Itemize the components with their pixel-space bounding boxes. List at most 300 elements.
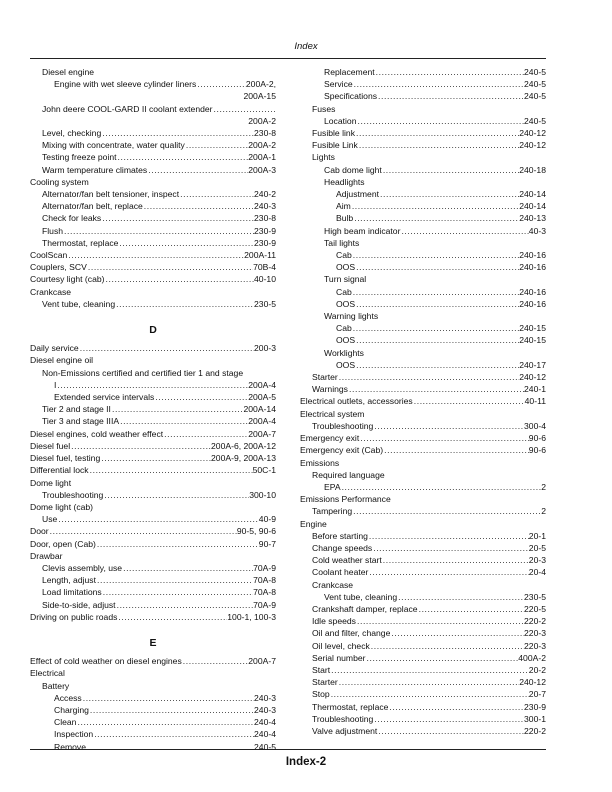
- index-entry-term: Location: [324, 115, 357, 126]
- index-entry-term: Headlights: [324, 176, 365, 187]
- index-entry-term: Specifications: [324, 91, 378, 102]
- dot-leader: [400, 225, 528, 237]
- index-entry-term: Coolant heater: [312, 567, 369, 578]
- index-entry: [300, 701, 546, 713]
- dot-leader: [49, 525, 237, 537]
- index-entry-page[interactable]: 20-3: [528, 555, 546, 566]
- index-entry-term: Non-Emissions certified and certified tier 1 and stage: [42, 367, 244, 378]
- index-entry-term: Diesel fuel, testing: [30, 453, 101, 464]
- index-entry-term: Extended service intervals: [54, 392, 155, 403]
- index-entry: [30, 440, 276, 452]
- index-entry-page[interactable]: 40-3: [528, 225, 546, 236]
- index-entry-term: Side-to-side, adjust: [42, 599, 116, 610]
- dot-leader: [358, 139, 519, 151]
- index-entry-term: Emergency exit: [300, 433, 360, 444]
- index-entry-page[interactable]: 220-2: [524, 725, 546, 736]
- index-entry: [300, 505, 546, 517]
- index-entry-page[interactable]: 240-12: [519, 372, 546, 383]
- dot-leader: [418, 603, 524, 615]
- index-entry-term: Engine: [300, 518, 327, 529]
- index-entry: [30, 103, 276, 115]
- index-entry: [300, 615, 546, 627]
- index-entry-term: Cooling system: [30, 176, 89, 187]
- index-entry-term: Emissions Performance: [300, 494, 391, 505]
- index-entry: [300, 713, 546, 725]
- index-entry-page[interactable]: 240-16: [519, 298, 546, 309]
- index-entry-page[interactable]: 20-1: [528, 530, 546, 541]
- index-entry-term: Courtesy light (cab): [30, 274, 105, 285]
- index-entry: [30, 139, 276, 151]
- index-entry: [30, 273, 276, 285]
- dot-leader: [355, 298, 519, 310]
- index-entry-page[interactable]: 240-5: [524, 79, 546, 90]
- index-entry-term: Start: [312, 664, 331, 675]
- dot-leader: [100, 452, 211, 464]
- index-entry-page[interactable]: 20-5: [528, 542, 546, 553]
- index-entry-page[interactable]: 50C-1: [252, 465, 276, 476]
- index-entry-term: Check for leaks: [42, 213, 102, 224]
- index-entry: [30, 249, 276, 261]
- index-entry-page[interactable]: 2: [541, 506, 546, 517]
- index-entry-page[interactable]: 220-3: [524, 640, 546, 651]
- index-entry-page[interactable]: 70A-9: [253, 599, 276, 610]
- index-column-right: [300, 66, 546, 737]
- index-entry-term: Length, adjust: [42, 575, 96, 586]
- index-entry: [30, 212, 276, 224]
- index-entry: [30, 428, 276, 440]
- dot-leader: [105, 273, 255, 285]
- dot-leader: [352, 505, 541, 517]
- index-entry-term: Starter: [312, 677, 338, 688]
- index-entry: [300, 652, 546, 664]
- index-entry-page[interactable]: 240-13: [519, 213, 546, 224]
- index-entry-page[interactable]: 200A-4: [248, 416, 276, 427]
- index-entry-page[interactable]: 230-9: [524, 701, 546, 712]
- index-entry-term: Emergency exit (Cab): [300, 445, 384, 456]
- index-entry: [300, 383, 546, 395]
- index-entry-page[interactable]: 240-2: [254, 189, 276, 200]
- dot-leader: [179, 188, 254, 200]
- dot-leader: [366, 652, 519, 664]
- index-entry-page[interactable]: 240-1: [524, 384, 546, 395]
- index-entry-page[interactable]: 240-15: [519, 323, 546, 334]
- index-entry-page[interactable]: 240-12: [519, 128, 546, 139]
- index-entry: [300, 444, 546, 456]
- index-entry: [300, 518, 546, 530]
- index-entry-term: High beam indicator: [324, 225, 401, 236]
- index-entry: [30, 176, 276, 188]
- index-entry-page[interactable]: 240-16: [519, 286, 546, 297]
- index-entry-page[interactable]: 200A-9, 200A-13: [211, 453, 276, 464]
- index-entry-page[interactable]: 2: [541, 481, 546, 492]
- index-entry-term: Required language: [312, 469, 385, 480]
- index-entry-term: John deere COOL-GARD II coolant extender: [42, 103, 213, 114]
- dot-leader: [57, 513, 259, 525]
- index-entry: [300, 579, 546, 591]
- index-entry-page[interactable]: 200A-4: [248, 379, 276, 390]
- index-entry: [30, 667, 276, 679]
- index-entry-page[interactable]: 240-15: [519, 335, 546, 346]
- dot-leader: [56, 379, 248, 391]
- dot-leader: [370, 640, 524, 652]
- index-entry: [30, 477, 276, 489]
- dot-leader: [93, 728, 254, 740]
- dot-leader: [101, 212, 254, 224]
- index-entry-term: Troubleshooting: [42, 489, 104, 500]
- index-entry: [300, 591, 546, 603]
- index-entry-page[interactable]: 240-16: [519, 262, 546, 273]
- dot-leader: [382, 164, 519, 176]
- index-entry: [30, 200, 276, 212]
- index-entry-term: Inspection: [54, 729, 94, 740]
- index-entry: [30, 151, 276, 163]
- index-entry-page[interactable]: 240-16: [519, 250, 546, 261]
- index-entry-term: Thermostat, replace: [42, 237, 119, 248]
- dot-leader: [122, 562, 253, 574]
- index-entry-page[interactable]: 300-1: [524, 713, 546, 724]
- index-entry-page[interactable]: 240-3: [254, 704, 276, 715]
- index-entry: [30, 261, 276, 273]
- index-entry: [30, 66, 276, 78]
- dot-leader: [196, 78, 246, 90]
- index-entry-term: Troubleshooting: [312, 713, 374, 724]
- index-entry-term: Emissions: [300, 457, 340, 468]
- index-entry-term: Cold weather start: [312, 555, 382, 566]
- index-entry: [300, 493, 546, 505]
- index-entry-term: Vent tube, cleaning: [42, 298, 116, 309]
- index-entry: [30, 728, 276, 740]
- index-entry-page[interactable]: 200A-3: [248, 164, 276, 175]
- index-entry-page[interactable]: 240-5: [524, 91, 546, 102]
- index-entry-term: Differential lock: [30, 465, 89, 476]
- index-entry-page[interactable]: 240-12: [519, 140, 546, 151]
- index-entry: [30, 298, 276, 310]
- dot-leader: [86, 741, 254, 753]
- index-entry-term: I: [54, 379, 57, 390]
- index-entry-page[interactable]: 240-14: [519, 189, 546, 200]
- dot-leader: [356, 615, 524, 627]
- index-entry: [300, 200, 546, 212]
- index-entry-term: Vent tube, cleaning: [324, 591, 398, 602]
- dot-leader: [353, 78, 524, 90]
- index-entry-page[interactable]: 200A-1: [248, 152, 276, 163]
- dot-leader: [352, 286, 519, 298]
- index-entry-page[interactable]: 240-3: [254, 692, 276, 703]
- index-entry: [300, 603, 546, 615]
- index-entry-term: Warnings: [312, 384, 348, 395]
- index-entry-term: Warning lights: [324, 311, 379, 322]
- index-entry: [300, 481, 546, 493]
- dot-leader: [213, 103, 276, 115]
- index-entry-term: Fusible link: [312, 128, 355, 139]
- index-entry-page[interactable]: 70A-8: [253, 575, 276, 586]
- index-entry-page[interactable]: 240-18: [519, 164, 546, 175]
- index-entry-term: Idle speeds: [312, 616, 356, 627]
- index-entry: [30, 127, 276, 139]
- index-entry-term: Crankcase: [30, 286, 72, 297]
- section-letter: D: [149, 324, 157, 337]
- index-entry: [300, 188, 546, 200]
- index-entry: [30, 225, 276, 237]
- dot-leader: [368, 530, 529, 542]
- index-entry: [300, 78, 546, 90]
- index-entry-page[interactable]: 90-6: [528, 433, 546, 444]
- dot-leader: [87, 261, 253, 273]
- index-entry-term: Serial number: [312, 652, 366, 663]
- index-entry-page[interactable]: 20-4: [528, 567, 546, 578]
- index-entry-page[interactable]: 200A-14: [243, 404, 276, 415]
- index-entry-page[interactable]: 90-5, 90-6: [236, 526, 276, 537]
- index-entry: [30, 611, 276, 623]
- index-entry-page[interactable]: 240-5: [254, 741, 276, 752]
- index-entry-term: Tier 2 and stage II: [42, 404, 111, 415]
- index-entry-term: Battery: [42, 680, 70, 691]
- index-entry: [300, 249, 546, 261]
- index-entry: [300, 310, 546, 322]
- index-entry-term: Adjustment: [336, 189, 379, 200]
- index-entry: [300, 408, 546, 420]
- index-entry-page[interactable]: 230-9: [254, 225, 276, 236]
- index-entry: [300, 334, 546, 346]
- index-entry-page[interactable]: 230-5: [254, 298, 276, 309]
- index-entry-term: Crankshaft damper, replace: [312, 603, 418, 614]
- index-entry-term: Dome light (cab): [30, 501, 94, 512]
- index-entry-page[interactable]: 20-2: [528, 664, 546, 675]
- dot-leader: [352, 322, 519, 334]
- index-entry: [300, 176, 546, 188]
- index-entry-page[interactable]: 240-5: [524, 115, 546, 126]
- index-entry-page[interactable]: 300-10: [249, 489, 276, 500]
- index-entry-page[interactable]: 230-8: [254, 128, 276, 139]
- dot-leader: [351, 200, 519, 212]
- index-entry: [30, 188, 276, 200]
- index-entry-page[interactable]: 200A-11: [244, 250, 276, 261]
- dot-leader: [143, 200, 254, 212]
- index-entry: [30, 379, 276, 391]
- index-entry: [30, 354, 276, 366]
- dot-leader: [377, 725, 524, 737]
- index-entry: [30, 716, 276, 728]
- index-entry-term: Crankcase: [312, 579, 354, 590]
- index-entry-page[interactable]: 70A-9: [253, 562, 276, 573]
- index-entry-term: Oil level, check: [312, 640, 370, 651]
- index-entry: [300, 554, 546, 566]
- index-entry-page[interactable]: 230-9: [254, 237, 276, 248]
- index-entry-page[interactable]: 200A-5: [248, 392, 276, 403]
- index-entry-page[interactable]: 220-5: [524, 603, 546, 614]
- index-entry-term: Diesel engine oil: [30, 355, 94, 366]
- index-entry: [30, 513, 276, 525]
- dot-leader: [353, 212, 519, 224]
- dot-leader: [397, 591, 524, 603]
- index-entry-page[interactable]: 100-1, 100-3: [227, 611, 276, 622]
- index-entry-page[interactable]: 200A-2,: [245, 79, 276, 90]
- index-entry: [30, 586, 276, 598]
- index-entry-term: Remove: [54, 741, 86, 752]
- index-entry-term: Service: [324, 79, 353, 90]
- index-entry-term: Fuses: [312, 103, 336, 114]
- index-entry: [30, 501, 276, 513]
- dot-leader: [103, 489, 249, 501]
- index-entry-term: Valve adjustment: [312, 725, 378, 736]
- index-entry-term: Use: [42, 514, 58, 525]
- index-entry-term: EPA: [324, 481, 341, 492]
- index-entry-page[interactable]: 70A-8: [253, 587, 276, 598]
- index-entry: [300, 725, 546, 737]
- index-entry-term: Oil and filter, change: [312, 628, 391, 639]
- index-entry-term: Driving on public roads: [30, 611, 118, 622]
- index-entry-term: Electrical outlets, accessories: [300, 396, 413, 407]
- index-entry-page[interactable]: 300-4: [524, 420, 546, 431]
- dot-leader: [379, 188, 519, 200]
- dot-leader: [89, 704, 254, 716]
- index-entry: [300, 322, 546, 334]
- index-entry-page[interactable]: 200-3: [254, 343, 276, 354]
- dot-leader: [359, 432, 529, 444]
- index-entry: [300, 457, 546, 469]
- index-entry-term: Alternator/fan belt tensioner, inspect: [42, 189, 180, 200]
- index-entry-page[interactable]: 240-12: [519, 677, 546, 688]
- index-entry-term: Before starting: [312, 530, 368, 541]
- index-entry-page[interactable]: 230-8: [254, 213, 276, 224]
- index-entry: [30, 574, 276, 586]
- index-entry-term: Couplers, SCV: [30, 262, 87, 273]
- index-entry: [30, 78, 276, 90]
- index-entry: [30, 704, 276, 716]
- index-entry-page[interactable]: 200A-2: [248, 140, 276, 151]
- index-entry-term: Cab: [336, 323, 352, 334]
- index-entry-page[interactable]: 40-11: [524, 396, 546, 407]
- index-entry: [300, 298, 546, 310]
- index-entry: [30, 164, 276, 176]
- index-entry: [30, 741, 276, 753]
- index-entry-term: Diesel engines, cold weather effect: [30, 428, 164, 439]
- index-page-ref-continued: 200A-15: [243, 91, 276, 102]
- dot-leader: [102, 586, 253, 598]
- dot-leader: [116, 599, 253, 611]
- index-entry: [300, 566, 546, 578]
- index-entry-term: Level, checking: [42, 128, 102, 139]
- dot-leader: [117, 611, 227, 623]
- index-entry: [300, 139, 546, 151]
- index-entry-term: Daily service: [30, 343, 79, 354]
- dot-leader: [89, 464, 253, 476]
- index-entry: [300, 225, 546, 237]
- index-entry-page[interactable]: 240-14: [519, 201, 546, 212]
- index-entry-page[interactable]: 220-3: [524, 628, 546, 639]
- index-entry-page[interactable]: 240-3: [254, 201, 276, 212]
- dot-leader: [163, 428, 248, 440]
- dot-leader: [147, 164, 248, 176]
- index-entry-page[interactable]: 240-4: [254, 729, 276, 740]
- dot-leader: [368, 566, 528, 578]
- dot-leader: [118, 237, 254, 249]
- index-entry-term: OOS: [336, 298, 356, 309]
- index-entry-term: Drawbar: [30, 550, 63, 561]
- index-entry-page[interactable]: 40-9: [258, 514, 276, 525]
- index-entry-page[interactable]: 200A-6, 200A-12: [211, 440, 276, 451]
- index-entry: [300, 371, 546, 383]
- dot-leader: [67, 249, 244, 261]
- index-entry: [300, 542, 546, 554]
- index-entry: [300, 212, 546, 224]
- index-entry-term: CoolScan: [30, 250, 68, 261]
- index-entry-term: Alternator/fan belt, replace: [42, 201, 143, 212]
- index-entry: [30, 415, 276, 427]
- index-entry-term: Cab dome light: [324, 164, 382, 175]
- section-letter: E: [149, 636, 157, 649]
- index-entry-term: Stop: [312, 689, 330, 700]
- dot-leader: [338, 371, 519, 383]
- index-entry-page[interactable]: 230-5: [524, 591, 546, 602]
- index-entry-page[interactable]: 90-6: [528, 445, 546, 456]
- dot-leader: [383, 444, 529, 456]
- index-entry-page[interactable]: 240-17: [519, 359, 546, 370]
- index-entry-term: Diesel engine: [42, 67, 95, 77]
- index-entry-term: Door: [30, 526, 49, 537]
- index-entry-term: Electrical system: [300, 408, 365, 419]
- index-entry-page[interactable]: 20-7: [528, 689, 546, 700]
- dot-leader: [330, 664, 529, 676]
- index-entry-page[interactable]: 90-7: [258, 538, 276, 549]
- footer-rule: [30, 749, 546, 750]
- index-entry-page[interactable]: 200A-7: [248, 656, 276, 667]
- index-entry-term: Troubleshooting: [312, 420, 374, 431]
- index-entry-term: OOS: [336, 359, 356, 370]
- index-entry: [300, 273, 546, 285]
- index-entry-term: Change speeds: [312, 542, 373, 553]
- index-entry: [300, 103, 546, 115]
- dot-leader: [154, 391, 248, 403]
- index-entry: [30, 391, 276, 403]
- index-entry-term: OOS: [336, 262, 356, 273]
- index-entry: [300, 432, 546, 444]
- dot-leader: [341, 481, 542, 493]
- index-entry-term: Access: [54, 692, 82, 703]
- index-entry: [300, 115, 546, 127]
- dot-leader: [373, 713, 524, 725]
- index-entry-page[interactable]: 40-10: [254, 274, 276, 285]
- index-entry: [300, 66, 546, 78]
- dot-leader: [76, 716, 254, 728]
- header-rule: [30, 58, 546, 59]
- index-entry-page[interactable]: 70B-4: [253, 262, 276, 273]
- index-entry: [300, 420, 546, 432]
- page-header: Index: [294, 41, 318, 52]
- dot-leader: [372, 542, 529, 554]
- index-entry-term: Fusible Link: [312, 140, 358, 151]
- index-entry: [30, 464, 276, 476]
- index-entry-term: Tampering: [312, 506, 353, 517]
- index-entry: [300, 90, 546, 102]
- index-entry-page[interactable]: 240-5: [524, 67, 546, 77]
- index-entry-page[interactable]: 220-2: [524, 616, 546, 627]
- index-entry-page[interactable]: 240-4: [254, 717, 276, 728]
- dot-leader: [119, 415, 248, 427]
- index-entry-term: Flush: [42, 225, 64, 236]
- dot-leader: [338, 676, 519, 688]
- index-entry-page[interactable]: 400A-2: [518, 652, 546, 663]
- dot-leader: [352, 249, 519, 261]
- index-entry-term: Electrical: [30, 668, 65, 679]
- index-entry-page[interactable]: 200A-7: [248, 428, 276, 439]
- index-entry-term: Clean: [54, 717, 77, 728]
- dot-leader: [63, 225, 254, 237]
- dot-leader: [357, 115, 525, 127]
- dot-leader: [355, 334, 519, 346]
- dot-leader: [355, 261, 519, 273]
- index-entry-term: Effect of cold weather on diesel engines: [30, 656, 182, 667]
